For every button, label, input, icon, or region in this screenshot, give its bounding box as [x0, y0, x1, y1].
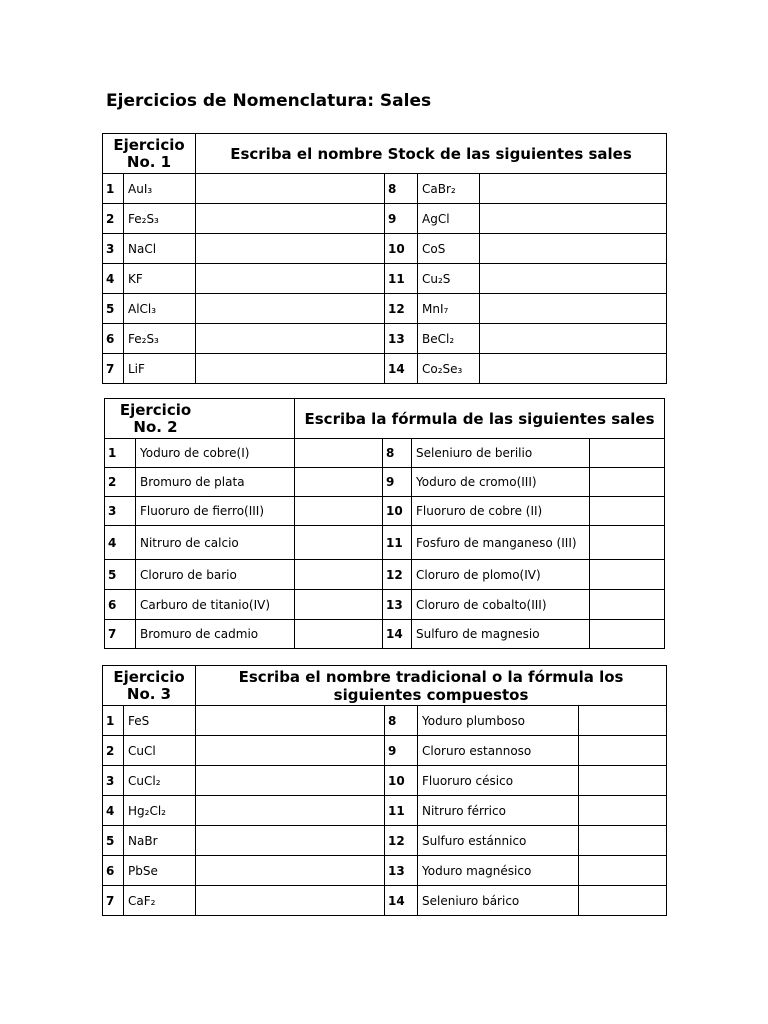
answer-cell[interactable] — [480, 264, 667, 294]
item-number: 7 — [103, 354, 124, 384]
item-compound: PbSe — [124, 856, 196, 886]
item-compound: BeCl₂ — [418, 324, 480, 354]
item-number: 13 — [385, 856, 418, 886]
exercise-instruction: Escriba la fórmula de las siguientes sales — [295, 399, 665, 439]
item-compound: Yoduro plumboso — [418, 706, 579, 736]
item-number: 12 — [385, 826, 418, 856]
answer-cell[interactable] — [196, 706, 385, 736]
item-compound: AlCl₃ — [124, 294, 196, 324]
answer-cell[interactable] — [480, 324, 667, 354]
item-number: 6 — [105, 590, 136, 620]
exercise-1-table — [102, 133, 667, 384]
item-compound: CaBr₂ — [418, 174, 480, 204]
item-number: 13 — [385, 324, 418, 354]
item-number: 2 — [105, 468, 136, 497]
item-compound: Nitruro férrico — [418, 796, 579, 826]
item-number: 8 — [385, 174, 418, 204]
item-number: 13 — [383, 590, 412, 620]
answer-cell[interactable] — [590, 590, 665, 620]
item-compound: Seleniuro de berilio — [412, 439, 590, 468]
answer-cell[interactable] — [579, 706, 667, 736]
answer-cell[interactable] — [480, 294, 667, 324]
answer-cell[interactable] — [295, 560, 383, 590]
table-row — [103, 736, 667, 766]
item-compound: NaCl — [124, 234, 196, 264]
exercise-header — [103, 134, 667, 174]
item-compound: NaBr — [124, 826, 196, 856]
table-row — [103, 174, 667, 204]
item-number: 7 — [105, 620, 136, 649]
answer-cell[interactable] — [196, 856, 385, 886]
item-compound: Yoduro de cobre(I) — [136, 439, 295, 468]
item-compound: LiF — [124, 354, 196, 384]
table-row — [103, 294, 667, 324]
item-number: 6 — [103, 324, 124, 354]
item-number: 10 — [385, 766, 418, 796]
item-number: 2 — [103, 204, 124, 234]
item-compound: Fluoruro césico — [418, 766, 579, 796]
answer-cell[interactable] — [295, 439, 383, 468]
answer-cell[interactable] — [590, 497, 665, 526]
answer-cell[interactable] — [295, 468, 383, 497]
table-row — [103, 354, 667, 384]
item-compound: Bromuro de cadmio — [136, 620, 295, 649]
answer-cell[interactable] — [590, 560, 665, 590]
table-row — [105, 620, 665, 649]
item-compound: FeS — [124, 706, 196, 736]
item-number: 4 — [103, 796, 124, 826]
item-number: 11 — [383, 526, 412, 560]
item-compound: Yoduro de cromo(III) — [412, 468, 590, 497]
exercise-label-line1: Ejercicio — [113, 667, 185, 686]
exercise-header — [103, 666, 667, 706]
exercise-label — [105, 399, 295, 439]
table-row — [105, 526, 665, 560]
item-compound: Fosfuro de manganeso (III) — [412, 526, 590, 560]
item-compound: Carburo de titanio(IV) — [136, 590, 295, 620]
answer-cell[interactable] — [579, 856, 667, 886]
answer-cell[interactable] — [579, 736, 667, 766]
item-number: 6 — [103, 856, 124, 886]
item-number: 11 — [385, 796, 418, 826]
item-compound: Cloruro estannoso — [418, 736, 579, 766]
item-number: 8 — [385, 706, 418, 736]
item-compound: Yoduro magnésico — [418, 856, 579, 886]
answer-cell[interactable] — [196, 826, 385, 856]
item-number: 8 — [383, 439, 412, 468]
answer-cell[interactable] — [196, 736, 385, 766]
item-number: 5 — [103, 294, 124, 324]
answer-cell[interactable] — [295, 497, 383, 526]
answer-cell[interactable] — [196, 174, 385, 204]
item-compound: MnI₇ — [418, 294, 480, 324]
answer-cell[interactable] — [590, 468, 665, 497]
item-number: 1 — [103, 706, 124, 736]
table-row — [103, 234, 667, 264]
item-number: 10 — [383, 497, 412, 526]
answer-cell[interactable] — [480, 174, 667, 204]
table-row — [103, 826, 667, 856]
item-compound: Fluoruro de fierro(III) — [136, 497, 295, 526]
exercise-label — [103, 666, 196, 706]
answer-cell[interactable] — [590, 620, 665, 649]
item-number: 14 — [383, 620, 412, 649]
table-row — [103, 706, 667, 736]
table-row — [103, 324, 667, 354]
answer-cell[interactable] — [196, 886, 385, 916]
page-title: Ejercicios de Nomenclatura: Sales — [106, 91, 432, 111]
answer-cell[interactable] — [480, 354, 667, 384]
item-number: 5 — [103, 826, 124, 856]
exercise-label-line2: No. 1 — [126, 152, 172, 171]
item-number: 12 — [385, 294, 418, 324]
exercise-label-line1: Ejercicio — [113, 135, 185, 154]
item-number: 1 — [103, 174, 124, 204]
answer-cell[interactable] — [579, 766, 667, 796]
item-number: 14 — [385, 354, 418, 384]
item-compound: Fe₂S₃ — [124, 204, 196, 234]
table-row — [103, 264, 667, 294]
item-compound: Fe₂S₃ — [124, 324, 196, 354]
table-row — [103, 766, 667, 796]
answer-cell[interactable] — [590, 439, 665, 468]
item-compound: CuCl — [124, 736, 196, 766]
item-number: 2 — [103, 736, 124, 766]
item-number: 1 — [105, 439, 136, 468]
item-number: 9 — [385, 204, 418, 234]
table-row — [103, 796, 667, 826]
item-compound: Cloruro de bario — [136, 560, 295, 590]
item-compound: Hg₂Cl₂ — [124, 796, 196, 826]
answer-cell[interactable] — [480, 204, 667, 234]
item-compound: KF — [124, 264, 196, 294]
answer-cell[interactable] — [196, 354, 385, 384]
item-compound: CoS — [418, 234, 480, 264]
item-number: 4 — [105, 526, 136, 560]
answer-cell[interactable] — [196, 324, 385, 354]
item-number: 9 — [383, 468, 412, 497]
exercise-label — [103, 134, 196, 174]
table-row — [105, 560, 665, 590]
table-row — [105, 590, 665, 620]
item-compound: Seleniuro bárico — [418, 886, 579, 916]
table-row — [103, 886, 667, 916]
answer-cell[interactable] — [196, 234, 385, 264]
answer-cell[interactable] — [196, 796, 385, 826]
answer-cell[interactable] — [196, 766, 385, 796]
item-number: 7 — [103, 886, 124, 916]
table-row — [103, 856, 667, 886]
table-row — [105, 497, 665, 526]
item-number: 4 — [103, 264, 124, 294]
item-number: 10 — [385, 234, 418, 264]
answer-cell[interactable] — [579, 826, 667, 856]
item-number: 3 — [103, 766, 124, 796]
item-number: 5 — [105, 560, 136, 590]
answer-cell[interactable] — [196, 204, 385, 234]
table-row — [105, 468, 665, 497]
answer-cell[interactable] — [590, 526, 665, 560]
answer-cell[interactable] — [579, 796, 667, 826]
item-compound: Cu₂S — [418, 264, 480, 294]
item-compound: Fluoruro de cobre (II) — [412, 497, 590, 526]
table-row — [103, 204, 667, 234]
exercise-instruction: Escriba el nombre Stock de las siguientes sales — [196, 134, 667, 174]
answer-cell[interactable] — [196, 294, 385, 324]
item-compound: AuI₃ — [124, 174, 196, 204]
item-compound: Nitruro de calcio — [136, 526, 295, 560]
item-number: 14 — [385, 886, 418, 916]
item-number: 3 — [103, 234, 124, 264]
item-compound: Cloruro de plomo(IV) — [412, 560, 590, 590]
exercise-instruction: Escriba el nombre tradicional o la fórmula los siguientes compuestos — [196, 666, 667, 706]
item-compound: CuCl₂ — [124, 766, 196, 796]
item-number: 12 — [383, 560, 412, 590]
item-compound: Bromuro de plata — [136, 468, 295, 497]
exercise-3-table — [102, 665, 667, 916]
item-number: 11 — [385, 264, 418, 294]
table-row — [105, 439, 665, 468]
exercise-label-line1: Ejercicio — [119, 400, 192, 419]
item-compound: Sulfuro estánnico — [418, 826, 579, 856]
item-compound: Co₂Se₃ — [418, 354, 480, 384]
item-compound: AgCl — [418, 204, 480, 234]
exercise-header — [105, 399, 665, 439]
exercise-label-line2: No. 3 — [126, 684, 172, 703]
answer-cell[interactable] — [196, 264, 385, 294]
answer-cell[interactable] — [295, 590, 383, 620]
answer-cell[interactable] — [579, 886, 667, 916]
answer-cell[interactable] — [295, 526, 383, 560]
exercise-label-line2: No. 2 — [133, 417, 178, 436]
answer-cell[interactable] — [295, 620, 383, 649]
answer-cell[interactable] — [480, 234, 667, 264]
item-compound: Sulfuro de magnesio — [412, 620, 590, 649]
item-compound: Cloruro de cobalto(III) — [412, 590, 590, 620]
item-compound: CaF₂ — [124, 886, 196, 916]
item-number: 9 — [385, 736, 418, 766]
exercise-2-table — [104, 398, 665, 649]
item-number: 3 — [105, 497, 136, 526]
